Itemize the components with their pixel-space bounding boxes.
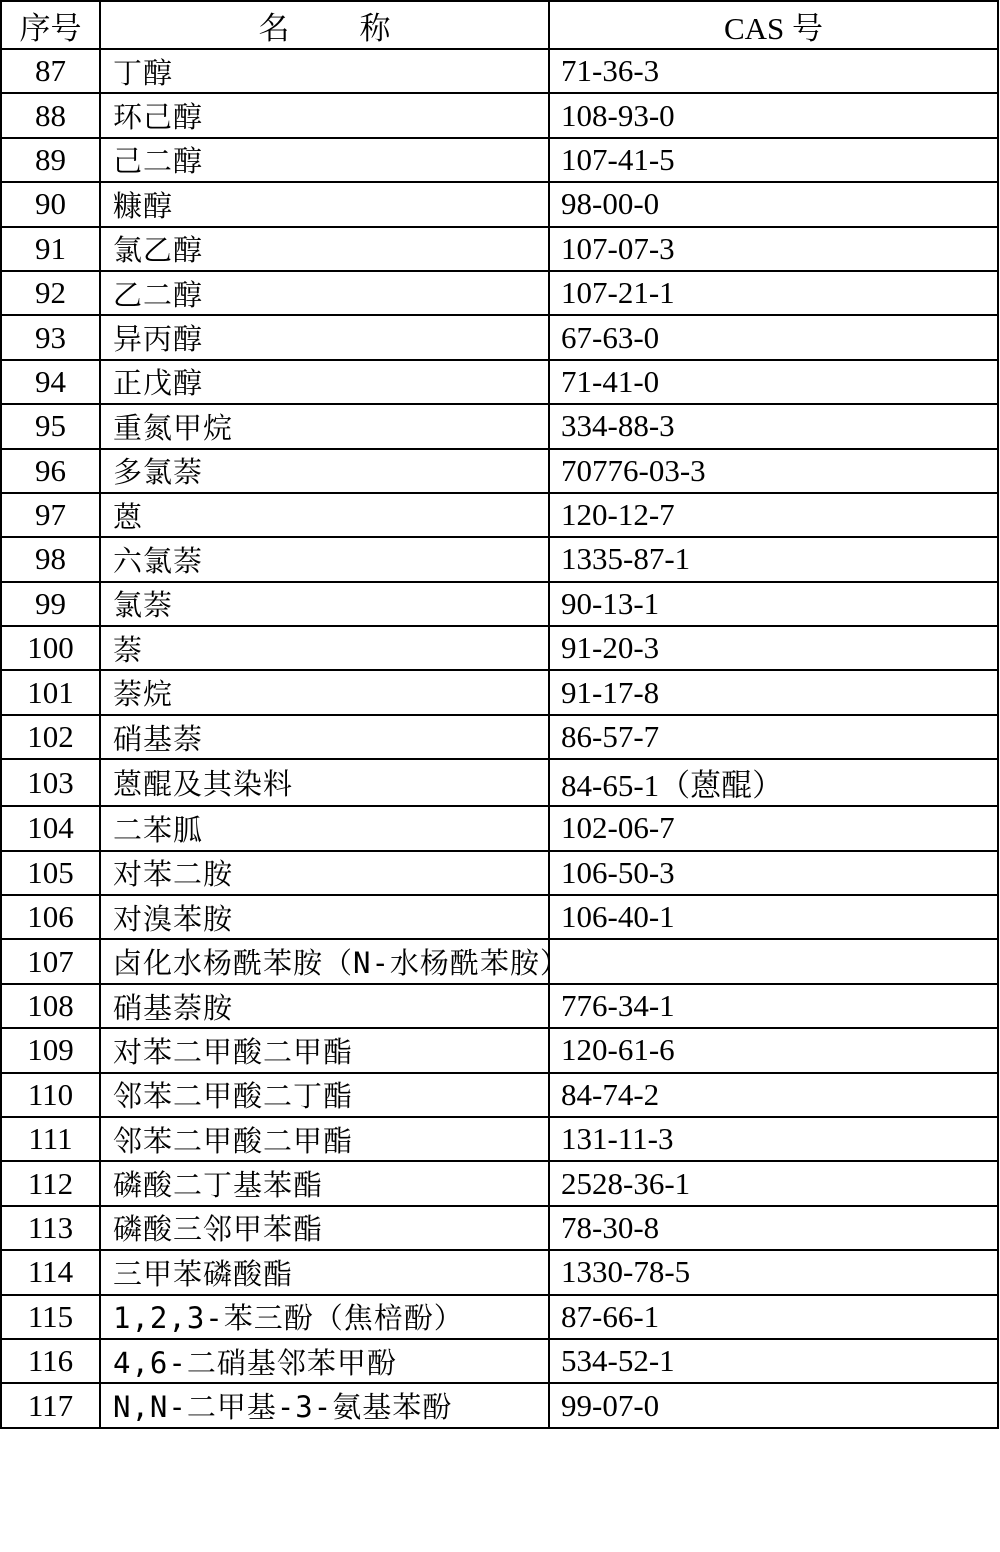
table-row: [1, 1383, 998, 1427]
row-chemical-name: 三甲苯磷酸酯: [100, 1250, 549, 1294]
row-serial-number: 97: [1, 493, 100, 537]
table-row: [1, 404, 998, 448]
row-chemical-name: 卤化水杨酰苯胺（N-水杨酰苯胺）: [100, 939, 549, 983]
row-chemical-name: 硝基萘: [100, 715, 549, 759]
row-chemical-name: 丁醇: [100, 49, 549, 93]
row-cas-number: 334-88-3: [549, 404, 998, 448]
row-chemical-name: 环己醇: [100, 93, 549, 137]
table-row: [1, 227, 998, 271]
row-chemical-name: 异丙醇: [100, 315, 549, 359]
table-row: [1, 1028, 998, 1072]
row-serial-number: 108: [1, 984, 100, 1028]
table-row: [1, 939, 998, 983]
row-serial-number: 95: [1, 404, 100, 448]
row-serial-number: 105: [1, 851, 100, 895]
row-serial-number: 90: [1, 182, 100, 226]
row-cas-number: 108-93-0: [549, 93, 998, 137]
row-chemical-name: 正戊醇: [100, 360, 549, 404]
row-serial-number: 106: [1, 895, 100, 939]
row-chemical-name: 糠醇: [100, 182, 549, 226]
row-cas-number: 120-12-7: [549, 493, 998, 537]
table-row: [1, 670, 998, 714]
table-row: [1, 1117, 998, 1161]
row-cas-number: 91-20-3: [549, 626, 998, 670]
row-cas-number: 1330-78-5: [549, 1250, 998, 1294]
row-chemical-name: 硝基萘胺: [100, 984, 549, 1028]
row-serial-number: 114: [1, 1250, 100, 1294]
row-cas-number: 84-65-1（蒽醌）: [549, 759, 998, 806]
row-chemical-name: 对苯二胺: [100, 851, 549, 895]
table-row: [1, 493, 998, 537]
row-cas-number: 91-17-8: [549, 670, 998, 714]
table-row: [1, 182, 998, 226]
row-serial-number: 100: [1, 626, 100, 670]
row-cas-number: 106-50-3: [549, 851, 998, 895]
table-row: [1, 1073, 998, 1117]
table-row: [1, 138, 998, 182]
row-serial-number: 93: [1, 315, 100, 359]
table-row: [1, 1161, 998, 1205]
row-serial-number: 96: [1, 449, 100, 493]
row-cas-number: 107-41-5: [549, 138, 998, 182]
row-serial-number: 98: [1, 537, 100, 581]
row-chemical-name: 蒽: [100, 493, 549, 537]
row-serial-number: 89: [1, 138, 100, 182]
row-serial-number: 99: [1, 582, 100, 626]
row-chemical-name: 蒽醌及其染料: [100, 759, 549, 806]
row-cas-number: 71-36-3: [549, 49, 998, 93]
row-chemical-name: 4,6-二硝基邻苯甲酚: [100, 1339, 549, 1383]
row-chemical-name: 邻苯二甲酸二丁酯: [100, 1073, 549, 1117]
row-serial-number: 104: [1, 806, 100, 850]
table-row: [1, 851, 998, 895]
row-chemical-name: N,N-二甲基-3-氨基苯酚: [100, 1383, 549, 1427]
header-name: [100, 1, 549, 49]
row-serial-number: 92: [1, 271, 100, 315]
row-chemical-name: 多氯萘: [100, 449, 549, 493]
row-cas-number: 120-61-6: [549, 1028, 998, 1072]
row-serial-number: 94: [1, 360, 100, 404]
row-cas-number: 90-13-1: [549, 582, 998, 626]
row-chemical-name: 二苯胍: [100, 806, 549, 850]
row-cas-number: 102-06-7: [549, 806, 998, 850]
row-serial-number: 115: [1, 1295, 100, 1339]
table-row: [1, 895, 998, 939]
row-chemical-name: 重氮甲烷: [100, 404, 549, 448]
row-cas-number: 84-74-2: [549, 1073, 998, 1117]
row-cas-number: 98-00-0: [549, 182, 998, 226]
row-chemical-name: 对苯二甲酸二甲酯: [100, 1028, 549, 1072]
row-chemical-name: 萘: [100, 626, 549, 670]
table-row: [1, 759, 998, 806]
table-row: [1, 806, 998, 850]
table-row: [1, 449, 998, 493]
table-row: [1, 315, 998, 359]
row-cas-number: 107-07-3: [549, 227, 998, 271]
row-chemical-name: 对溴苯胺: [100, 895, 549, 939]
row-chemical-name: 1,2,3-苯三酚（焦棓酚）: [100, 1295, 549, 1339]
row-serial-number: 107: [1, 939, 100, 983]
row-chemical-name: 氯乙醇: [100, 227, 549, 271]
row-chemical-name: 磷酸三邻甲苯酯: [100, 1206, 549, 1250]
row-serial-number: 91: [1, 227, 100, 271]
table-row: [1, 360, 998, 404]
row-serial-number: 116: [1, 1339, 100, 1383]
row-serial-number: 111: [1, 1117, 100, 1161]
row-chemical-name: 乙二醇: [100, 271, 549, 315]
row-serial-number: 101: [1, 670, 100, 714]
header-name-label: 名称: [258, 10, 461, 47]
row-serial-number: 88: [1, 93, 100, 137]
row-cas-number: 131-11-3: [549, 1117, 998, 1161]
row-cas-number: 70776-03-3: [549, 449, 998, 493]
row-serial-number: 109: [1, 1028, 100, 1072]
row-serial-number: 110: [1, 1073, 100, 1117]
row-cas-number: 99-07-0: [549, 1383, 998, 1427]
row-cas-number: 71-41-0: [549, 360, 998, 404]
row-chemical-name: 氯萘: [100, 582, 549, 626]
table-row: [1, 1339, 998, 1383]
header-serial-number: 序号: [1, 1, 100, 49]
row-chemical-name: 己二醇: [100, 138, 549, 182]
header-cas-number: CAS 号: [549, 1, 998, 49]
row-serial-number: 117: [1, 1383, 100, 1427]
table-body: [1, 49, 998, 1428]
table-row: [1, 626, 998, 670]
table-row: [1, 537, 998, 581]
row-chemical-name: 萘烷: [100, 670, 549, 714]
row-cas-number: 107-21-1: [549, 271, 998, 315]
row-cas-number: 78-30-8: [549, 1206, 998, 1250]
table-row: [1, 93, 998, 137]
row-chemical-name: 六氯萘: [100, 537, 549, 581]
row-cas-number: 86-57-7: [549, 715, 998, 759]
table-header-row: [1, 1, 998, 49]
row-cas-number: 1335-87-1: [549, 537, 998, 581]
table-row: [1, 271, 998, 315]
table-row: [1, 984, 998, 1028]
row-cas-number: 87-66-1: [549, 1295, 998, 1339]
row-serial-number: 103: [1, 759, 100, 806]
row-cas-number: 776-34-1: [549, 984, 998, 1028]
table-row: [1, 1295, 998, 1339]
table-row: [1, 582, 998, 626]
row-serial-number: 87: [1, 49, 100, 93]
table-row: [1, 1206, 998, 1250]
row-cas-number: [549, 939, 998, 983]
table-row: [1, 49, 998, 93]
row-serial-number: 113: [1, 1206, 100, 1250]
row-cas-number: 2528-36-1: [549, 1161, 998, 1205]
table-row: [1, 715, 998, 759]
row-chemical-name: 邻苯二甲酸二甲酯: [100, 1117, 549, 1161]
row-chemical-name: 磷酸二丁基苯酯: [100, 1161, 549, 1205]
row-serial-number: 112: [1, 1161, 100, 1205]
row-cas-number: 534-52-1: [549, 1339, 998, 1383]
table-row: [1, 1250, 998, 1294]
row-cas-number: 67-63-0: [549, 315, 998, 359]
row-serial-number: 102: [1, 715, 100, 759]
row-cas-number: 106-40-1: [549, 895, 998, 939]
